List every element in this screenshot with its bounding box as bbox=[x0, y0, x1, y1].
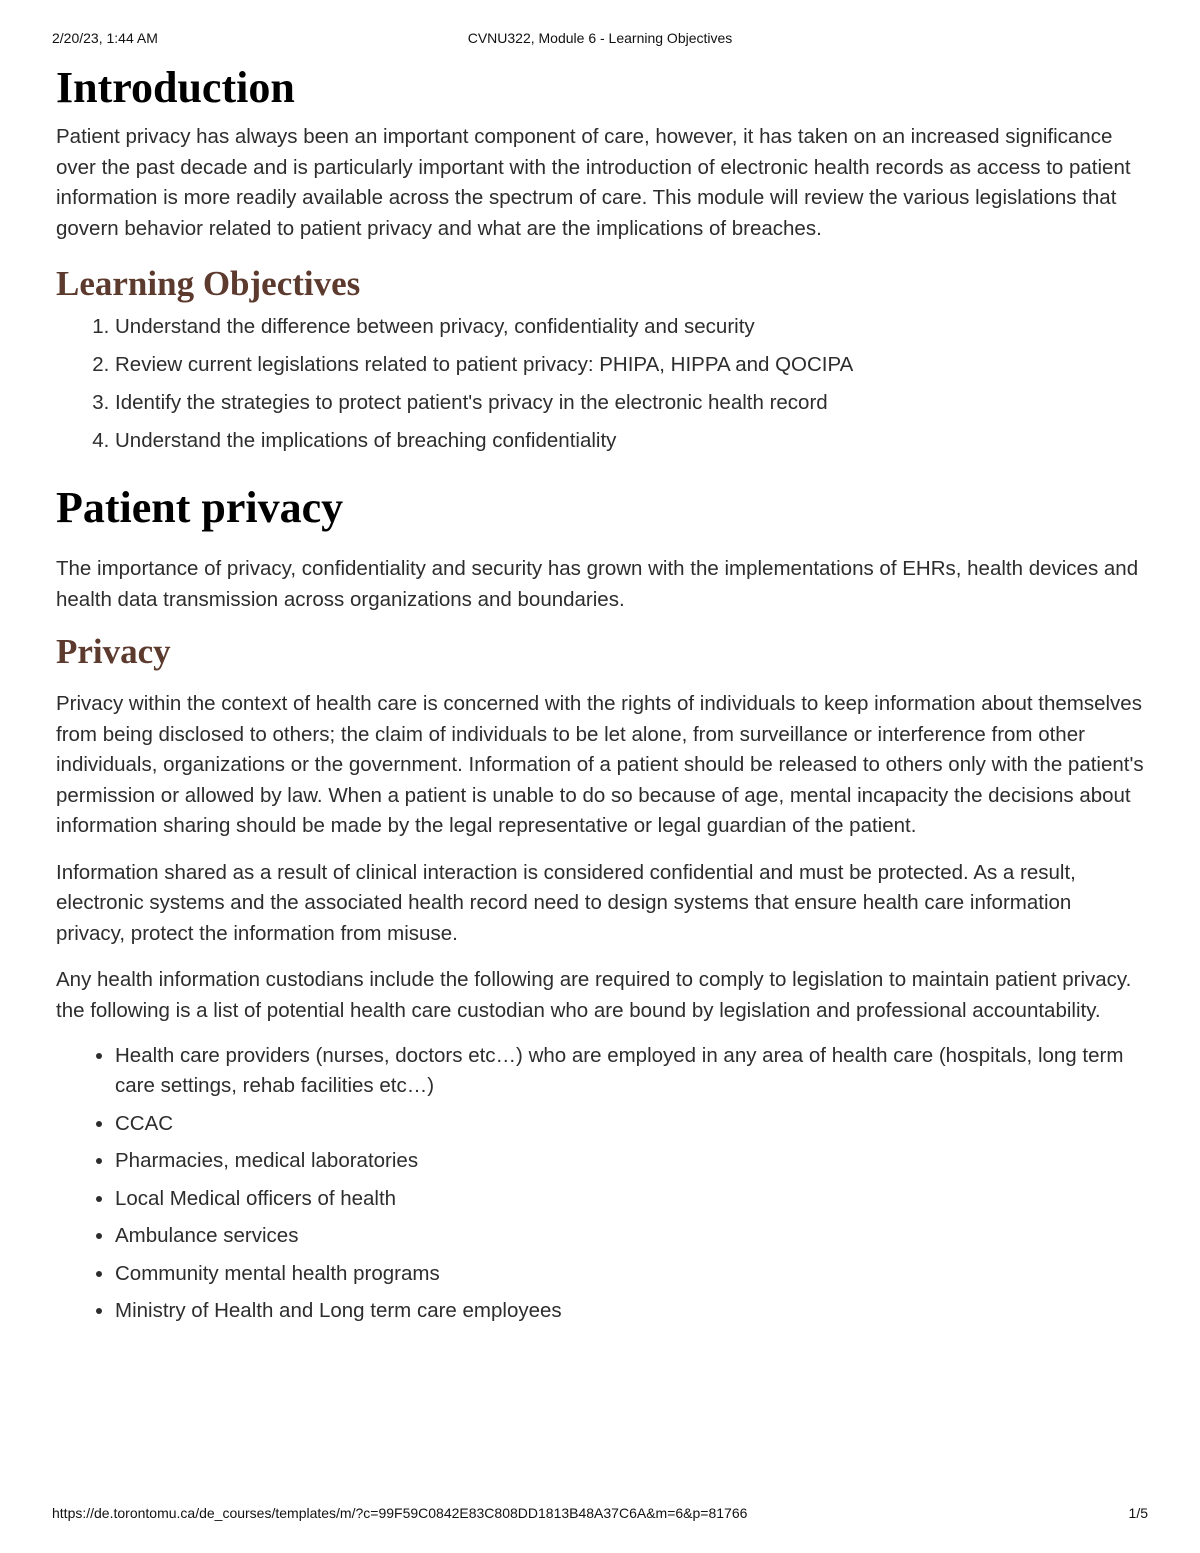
custodian-item: • Pharmacies, medical laboratories bbox=[115, 1146, 1146, 1176]
learning-objective-item: 1. Understand the difference between privacy, confidentiality and security bbox=[115, 312, 1146, 342]
custodian-item: • Local Medical officers of health bbox=[115, 1184, 1146, 1214]
privacy-paragraph-3: Any health information custodians include the following are required to comply to legislation to maintain patient privacy. the following is a list of potential health care custodian who are bound by legislation and professional accountability. bbox=[56, 968, 1132, 1022]
introduction-paragraph: Patient privacy has always been an important component of care, however, it has taken on an increased significance over the past decade and is particularly important with the introduction of electronic health records as access to patient information is more readily available across the spectrum of care. This module will review the various legislations that govern behavior related to patient privacy and what are the implications of breaches. bbox=[56, 125, 1131, 240]
learning-objective-item: 3. Identify the strategies to protect patient's privacy in the electronic health record bbox=[115, 388, 1146, 418]
custodian-item: • Health care providers (nurses, doctors etc…) who are employed in any area of health care (hospitals, long term care settings, rehab facilities etc…) bbox=[115, 1041, 1146, 1101]
privacy-paragraph-2: Information shared as a result of clinical interaction is considered confidential and must be protected. As a result, electronic systems and the associated health record need to design systems that ensure health care information privacy, protect the information from misuse. bbox=[56, 860, 1076, 945]
custodian-item: • Ambulance services bbox=[115, 1221, 1146, 1251]
print-header bbox=[0, 30, 1200, 50]
patient-privacy-paragraph: The importance of privacy, confidentiality and security has grown with the implementations of EHRs, health devices and health data transmission across organizations and boundaries. bbox=[56, 557, 1139, 611]
introduction-heading: Introduction bbox=[56, 63, 295, 112]
custodian-item: • Ministry of Health and Long term care employees bbox=[115, 1296, 1146, 1326]
print-footer bbox=[0, 1505, 1200, 1525]
print-page-title: CVNU322, Module 6 - Learning Objectives bbox=[467, 30, 733, 46]
learning-objective-item: 2. Review current legislations related to patient privacy: PHIPA, HIPPA and QOCIPA bbox=[115, 350, 1146, 380]
patient-privacy-heading: Patient privacy bbox=[56, 483, 344, 532]
learning-objectives-list bbox=[56, 312, 1146, 456]
custodians-list bbox=[56, 1041, 1146, 1326]
print-page-number: 1/5 bbox=[1128, 1505, 1148, 1521]
learning-objectives-heading: Learning Objectives bbox=[56, 264, 361, 303]
privacy-paragraph-1: Privacy within the context of health care is concerned with the rights of individuals to keep information about themselves from being disclosed to others; the claim of individuals to be let alone, from surveillance or interference from other individuals, organizations or the government. Information of a patient should be released to others only with the patient's permission or allowed by law. When a patient is unable to do so because of age, mental incapacity the decisions about information sharing should be made by the legal representative or legal guardian of the patient. bbox=[56, 692, 1144, 837]
privacy-heading: Privacy bbox=[56, 632, 171, 671]
print-timestamp: 2/20/23, 1:44 AM bbox=[52, 30, 158, 46]
custodian-item: • Community mental health programs bbox=[115, 1259, 1146, 1289]
page-content bbox=[56, 62, 1146, 1334]
custodian-item: • CCAC bbox=[115, 1109, 1146, 1139]
print-url: https://de.torontomu.ca/de_courses/templates/m/?c=99F59C0842E83C808DD1813B48A37C6A&m=6&p=81766 bbox=[52, 1505, 748, 1521]
learning-objective-item: 4. Understand the implications of breaching confidentiality bbox=[115, 426, 1146, 456]
